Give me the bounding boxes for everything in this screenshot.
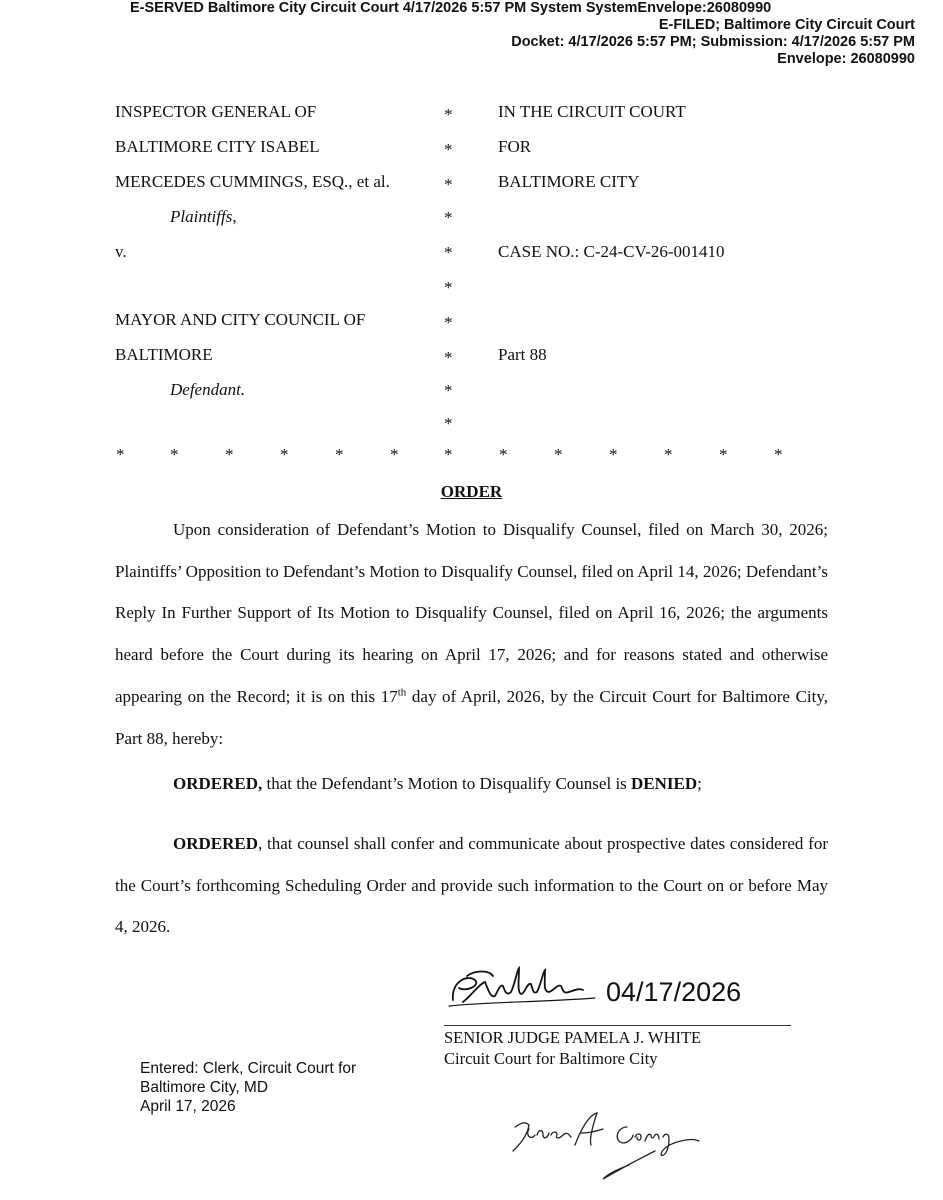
judge-signature — [445, 962, 605, 1012]
clerk-line: Baltimore City, MD — [140, 1079, 269, 1096]
caption-star: * — [444, 243, 453, 262]
separator-star: * — [225, 445, 234, 464]
separator-star: * — [280, 445, 289, 464]
caption-star: * — [444, 313, 453, 332]
caption-star: * — [444, 414, 453, 433]
plaintiff-line: BALTIMORE CITY ISABEL — [115, 137, 320, 156]
envelope-stamp: Envelope: 26080990 — [777, 51, 915, 67]
separator-star: * — [774, 445, 783, 464]
separator-star: * — [609, 445, 618, 464]
separator-star: * — [390, 445, 399, 464]
separator-star: * — [664, 445, 673, 464]
order-paragraph: Upon consideration of Defendant’s Motion to Disqualify Counsel, filed on March 30, 2026; Plaintiffs’ Opposition to Defendant’s Motion to Disqualify Counsel, filed on April 14, 2026; Defendant’s Reply In Further Support of Its Motion to Disqualify Counsel, filed on April 16, 2026; the arguments heard before the Court during its hearing on April 17, 2026; and for reasons stated and otherwise appearing on the Record; it is on this 17th day of April, 2026, by the Circuit Court for Baltimore City, Part 88, hereby: — [115, 520, 828, 748]
separator-star: * — [170, 445, 179, 464]
court-line: IN THE CIRCUIT COURT — [498, 102, 686, 121]
plaintiff-line: INSPECTOR GENERAL OF — [115, 102, 317, 121]
ordered-confer-paragraph: ORDERED, that counsel shall confer and communicate about prospective dates considered for the Court’s forthcoming Scheduling Order and provide such information to the Court on or before May 4, 2026. — [115, 834, 828, 937]
case-number: CASE NO.: C-24-CV-26-001410 — [498, 242, 725, 261]
judge-court: Circuit Court for Baltimore City — [444, 1049, 658, 1068]
plaintiff-line: MERCEDES CUMMINGS, ESQ., et al. — [115, 172, 390, 191]
clerk-line: Entered: Clerk, Circuit Court for — [140, 1060, 357, 1077]
separator-star: * — [719, 445, 728, 464]
separator-star: * — [554, 445, 563, 464]
separator-star: * — [116, 445, 125, 464]
defendant-line: MAYOR AND CITY COUNCIL OF — [115, 310, 366, 329]
clerk-signature — [505, 1105, 705, 1185]
court-line: BALTIMORE CITY — [498, 172, 640, 191]
eserved-stamp: E-SERVED Baltimore City Circuit Court 4/17/2026 5:57 PM System SystemEnvelope:26080990 — [130, 0, 772, 16]
court-line: FOR — [498, 137, 532, 156]
caption-star: * — [444, 348, 453, 367]
caption-star: * — [444, 381, 453, 400]
part-number: Part 88 — [498, 345, 547, 364]
order-title: ORDER — [440, 482, 503, 501]
separator-star: * — [499, 445, 508, 464]
judge-name: SENIOR JUDGE PAMELA J. WHITE — [444, 1028, 702, 1047]
caption-star: * — [444, 140, 453, 159]
clerk-entry — [140, 1059, 356, 1116]
versus-label: v. — [115, 242, 127, 261]
caption-star: * — [444, 175, 453, 194]
clerk-line: April 17, 2026 — [140, 1098, 236, 1115]
signature-line — [444, 1025, 791, 1026]
efiled-stamp: E-FILED; Baltimore City Circuit Court — [658, 17, 915, 33]
plaintiff-role: Plaintiffs, — [170, 207, 237, 226]
defendant-line: BALTIMORE — [115, 345, 213, 364]
defendant-role: Defendant. — [170, 380, 246, 399]
caption-star: * — [444, 278, 453, 297]
separator-star: * — [444, 445, 453, 464]
docket-stamp: Docket: 4/17/2026 5:57 PM; Submission: 4/17/2026 5:57 PM — [511, 34, 915, 50]
caption-star: * — [444, 105, 453, 124]
separator-star: * — [335, 445, 344, 464]
caption-star: * — [444, 208, 453, 227]
signature-date: 04/17/2026 — [606, 977, 742, 1007]
ordered-denied-paragraph: ORDERED, that the Defendant’s Motion to Disqualify Counsel is DENIED; — [173, 774, 702, 793]
